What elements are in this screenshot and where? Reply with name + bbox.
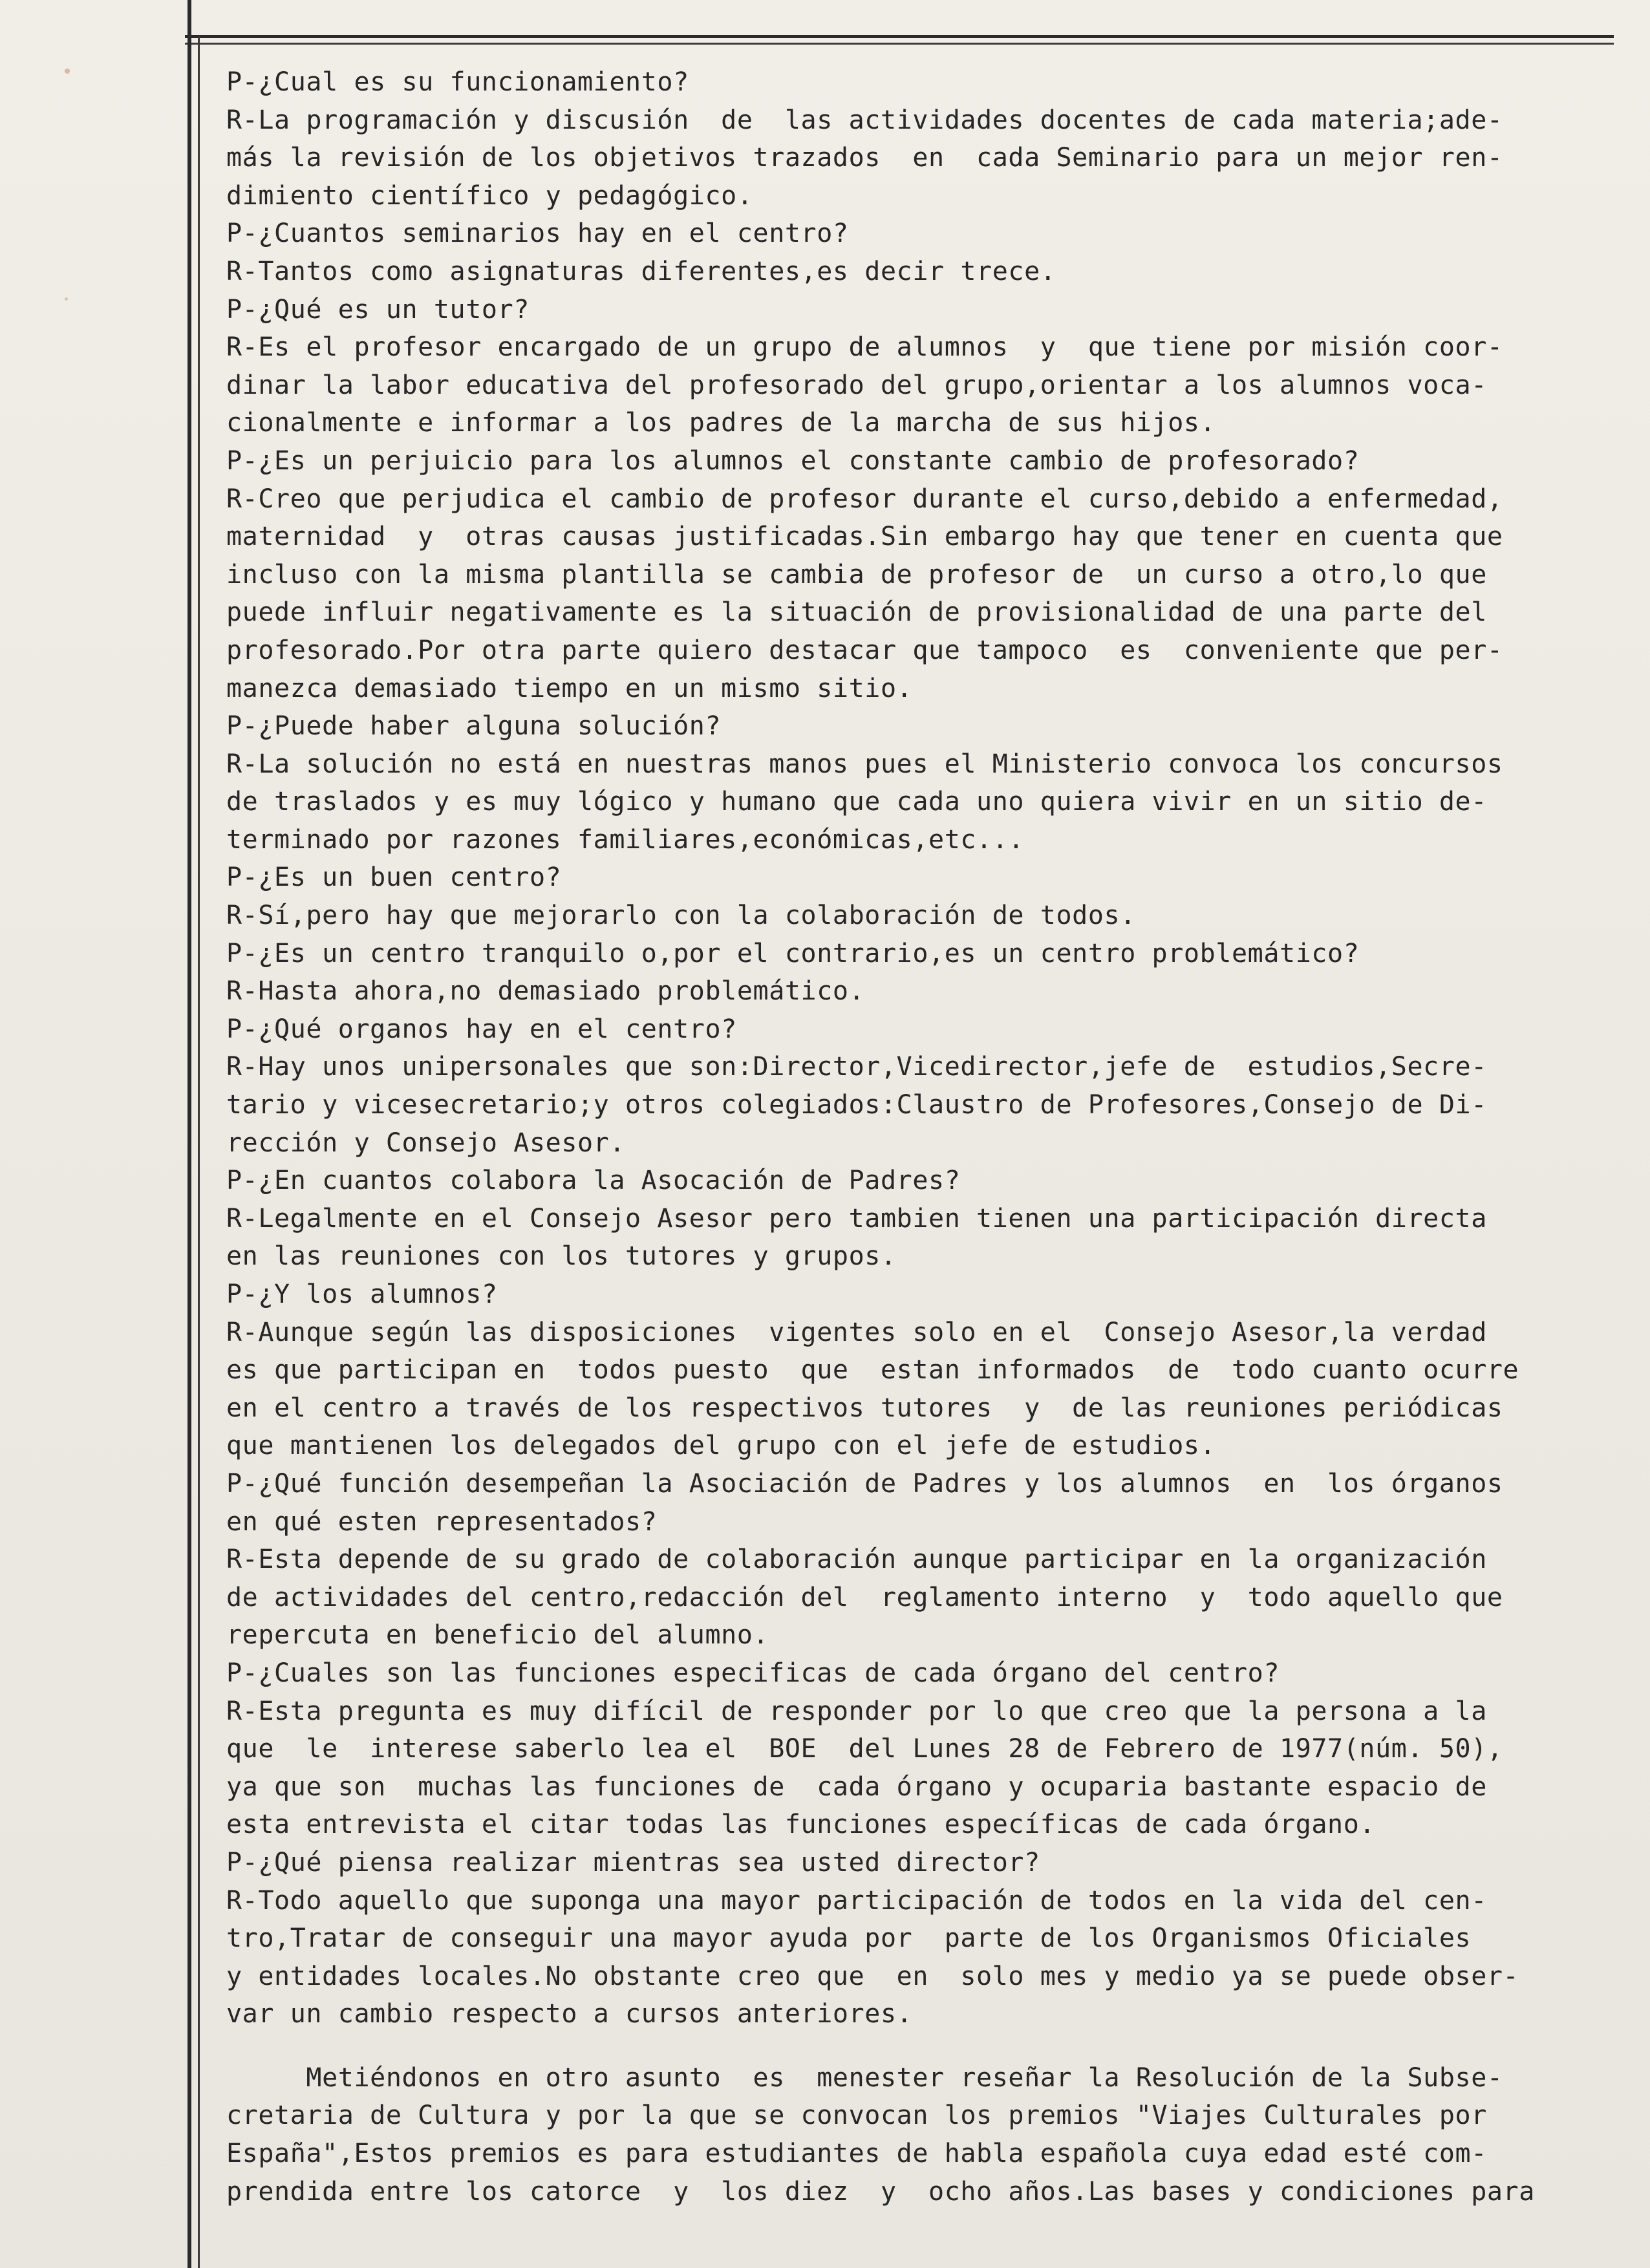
frame-top-rule [185, 35, 1614, 38]
text-line: P-¿En cuantos colabora la Asocación de Padres? [226, 1166, 961, 1196]
frame-left-rule-inner [198, 36, 200, 2268]
interview-answer [226, 1048, 1584, 1162]
text-line: P-¿Es un centro tranquilo o,por el contrario,es un centro problemático? [226, 938, 1360, 968]
text-line: R-Es el profesor encargado de un grupo de alumnos y que tiene por misión coor- [226, 332, 1503, 363]
text-line: en el centro a través de los respectivos tutores y de las reuniones periódicas [226, 1393, 1503, 1423]
text-line: esta entrevista el citar todas las funciones específicas de cada órgano. [226, 1810, 1376, 1840]
text-line: R-Tantos como asignaturas diferentes,es decir trece. [226, 256, 1056, 286]
interview-answer [226, 1314, 1584, 1465]
text-line: P-¿Qué organos hay en el centro? [226, 1014, 737, 1044]
text-line: Metiéndonos en otro asunto es menester reseñar la Resolución de la Subse- [226, 2062, 1503, 2093]
text-line: maternidad y otras causas justificadas.Sin embargo hay que tener en cuenta que [226, 522, 1503, 552]
interview-question [226, 442, 1584, 480]
interview-question [226, 707, 1584, 745]
text-line: var un cambio respecto a cursos anteriores. [226, 1999, 913, 2029]
text-line: de traslados y es muy lógico y humano que cada uno quiera vivir en un sitio de- [226, 787, 1487, 817]
paragraph-gap [226, 2033, 1584, 2059]
text-line: repercuta en beneficio del alumno. [226, 1620, 769, 1651]
interview-answer [226, 253, 1584, 291]
paper-speck [65, 297, 68, 301]
interview-question [226, 291, 1584, 329]
text-line: P-¿Y los alumnos? [226, 1279, 498, 1309]
text-line: ya que son muchas las funciones de cada órgano y ocuparia bastante espacio de [226, 1771, 1487, 1802]
closing-paragraph [226, 2059, 1584, 2210]
text-line: prendida entre los catorce y los diez y ocho años.Las bases y condiciones para [226, 2176, 1535, 2207]
interview-question [226, 63, 1584, 102]
interview-answer [226, 745, 1584, 859]
frame-top-rule-inner [185, 43, 1614, 45]
text-line: en las reuniones con los tutores y grupos. [226, 1241, 897, 1272]
interview-answer [226, 480, 1584, 708]
text-line: terminado por razones familiares,económicas,etc... [226, 824, 1025, 855]
interview-answer [226, 1693, 1584, 1844]
interview-section [226, 63, 1584, 2033]
frame-left-rule [188, 0, 191, 2268]
text-line: puede influir negativamente es la situación de provisionalidad de una parte del [226, 597, 1487, 628]
text-line: P-¿Cual es su funcionamiento? [226, 67, 689, 97]
text-line: manezca demasiado tiempo en un mismo sitio. [226, 673, 913, 703]
text-line: es que participan en todos puesto que estan informados de todo cuanto ocurre [226, 1355, 1519, 1385]
text-line: que le interese saberlo lea el BOE del Lunes 28 de Febrero de 1977(núm. 50), [226, 1734, 1503, 1764]
text-line: que mantienen los delegados del grupo con el jefe de estudios. [226, 1431, 1216, 1461]
interview-answer [226, 328, 1584, 442]
interview-answer [226, 1200, 1584, 1276]
text-line: dimiento científico y pedagógico. [226, 180, 753, 211]
text-line: P-¿Puede haber alguna solución? [226, 711, 722, 742]
interview-question [226, 935, 1584, 973]
text-line: R-Esta pregunta es muy difícil de responder por lo que creo que la persona a la [226, 1696, 1487, 1726]
text-line: incluso con la misma plantilla se cambia de profesor de un curso a otro,lo que [226, 559, 1487, 590]
interview-answer [226, 1882, 1584, 2033]
interview-answer [226, 102, 1584, 215]
text-line: R-Creo que perjudica el cambio de profesor durante el curso,debido a enfermedad, [226, 484, 1503, 514]
text-line: P-¿Qué piensa realizar mientras sea usted director? [226, 1847, 1040, 1878]
interview-answer [226, 1541, 1584, 1654]
text-line: P-¿Es un buen centro? [226, 862, 562, 893]
interview-question [226, 1654, 1584, 1693]
text-line: dinar la labor educativa del profesorado del grupo,orientar a los alumnos voca- [226, 370, 1487, 400]
text-line: P-¿Es un perjuicio para los alumnos el constante cambio de profesorado? [226, 445, 1360, 476]
text-line: tro,Tratar de conseguir una mayor ayuda por parte de los Organismos Oficiales [226, 1923, 1472, 1954]
interview-question [226, 1011, 1584, 1049]
interview-answer [226, 972, 1584, 1011]
text-line: tario y vicesecretario;y otros colegiados:Claustro de Profesores,Consejo de Di- [226, 1090, 1487, 1120]
interview-question [226, 1844, 1584, 1882]
text-line: en qué esten representados? [226, 1506, 658, 1537]
paper-speck [65, 69, 70, 74]
text-line: España",Estos premios es para estudiantes de habla española cuya edad esté com- [226, 2139, 1487, 2169]
text-line: cionalmente e informar a los padres de la marcha de sus hijos. [226, 408, 1216, 438]
text-line: R-La programación y discusión de las actividades docentes de cada materia;ade- [226, 105, 1503, 135]
interview-question [226, 1465, 1584, 1541]
text-line: P-¿Qué función desempeñan la Asociación de Padres y los alumnos en los órganos [226, 1468, 1503, 1499]
text-line: más la revisión de los objetivos trazados en cada Seminario para un mejor ren- [226, 143, 1503, 173]
text-line: profesorado.Por otra parte quiero destacar que tampoco es conveniente que per- [226, 635, 1503, 665]
text-line: R-Hasta ahora,no demasiado problemático. [226, 976, 865, 1007]
text-line: rección y Consejo Asesor. [226, 1128, 626, 1158]
text-line: R-Legalmente en el Consejo Asesor pero tambien tienen una participación directa [226, 1203, 1487, 1234]
interview-answer [226, 897, 1584, 935]
text-line: R-Todo aquello que suponga una mayor participación de todos en la vida del cen- [226, 1885, 1487, 1916]
typewritten-text-body [226, 63, 1584, 2210]
text-line: R-Esta depende de su grado de colaboración aunque participar en la organización [226, 1545, 1487, 1575]
text-line: cretaria de Cultura y por la que se convocan los premios "Viajes Culturales por [226, 2101, 1487, 2131]
interview-question [226, 215, 1584, 253]
text-line: y entidades locales.No obstante creo que en solo mes y medio ya se puede obser- [226, 1961, 1519, 1991]
text-line: R-Aunque según las disposiciones vigentes solo en el Consejo Asesor,la verdad [226, 1317, 1487, 1347]
text-line: P-¿Cuales son las funciones especificas de cada órgano del centro? [226, 1658, 1280, 1688]
interview-question [226, 859, 1584, 897]
text-line: de actividades del centro,redacción del reglamento interno y todo aquello que [226, 1582, 1503, 1612]
text-line: R-Hay unos unipersonales que son:Director,Vicedirector,jefe de estudios,Secre- [226, 1052, 1487, 1082]
interview-question [226, 1276, 1584, 1314]
text-line: P-¿Qué es un tutor? [226, 294, 530, 325]
text-line: P-¿Cuantos seminarios hay en el centro? [226, 219, 849, 249]
text-line: R-La solución no está en nuestras manos pues el Ministerio convoca los concursos [226, 749, 1503, 779]
text-line: R-Sí,pero hay que mejorarlo con la colaboración de todos. [226, 901, 1136, 931]
interview-question [226, 1162, 1584, 1200]
